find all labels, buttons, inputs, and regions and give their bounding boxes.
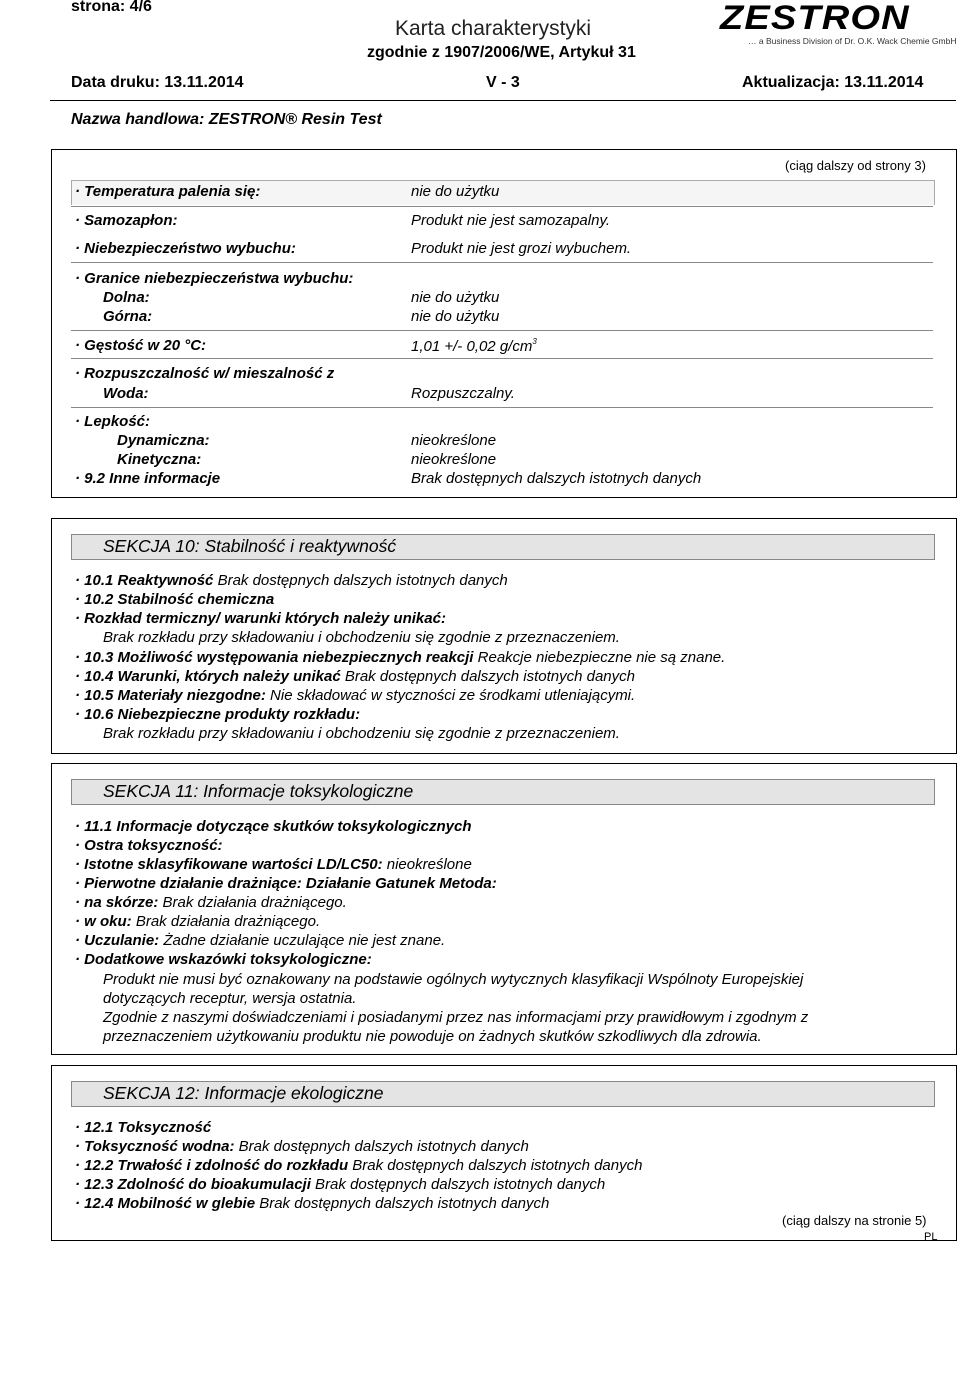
zestron-logo: ZESTRON … a Business Division of Dr. O.K. Wack Chemie GmbH	[720, 0, 957, 46]
self-ignition-row: · Samozapłon:	[75, 212, 178, 229]
s11-line: · na skórze: Brak działania drażniącego.	[75, 894, 347, 911]
s11-line: · 11.1 Informacje dotyczące skutków toksykologicznych	[75, 818, 472, 835]
s10-line: · 10.1 Reaktywność Brak dostępnych dalszych istotnych danych	[75, 572, 508, 589]
lower-limit-value: nie do użytku	[411, 289, 500, 306]
s11-line: Zgodnie z naszymi doświadczeniami i posiadanymi przez nas informacjami przy prawidłowym i zgodnym z	[103, 1009, 809, 1026]
solubility-value: Rozpuszczalny.	[411, 385, 515, 402]
page-number: strona: 4/6	[71, 0, 152, 15]
viscosity-row: · Lepkość:	[75, 413, 151, 430]
s11-line: Produkt nie musi być oznakowany na podstawie ogólnych wytycznych klasyfikacji Wspólnoty Europejskiej	[103, 971, 804, 988]
s11-line: · w oku: Brak działania drażniącego.	[75, 913, 321, 930]
row-divider	[71, 407, 933, 408]
lower-limit-label: Dolna:	[103, 289, 150, 306]
s12-line: · 12.4 Mobilność w glebie Brak dostępnych dalszych istotnych danych	[75, 1195, 550, 1212]
explosion-limits-row: · Granice niebezpieczeństwa wybuchu:	[75, 270, 354, 287]
s11-line: · Istotne sklasyfikowane wartości LD/LC50: nieokreślone	[75, 856, 472, 873]
solubility-row: · Rozpuszczalność w/ mieszalność z	[75, 365, 335, 382]
row-divider	[71, 206, 933, 207]
document-title: Karta charakterystyki	[395, 17, 592, 40]
continued-to: (ciąg dalszy na stronie 5)	[782, 1213, 927, 1228]
self-ignition-value: Produkt nie jest samozapalny.	[411, 212, 610, 229]
other-info-row: · 9.2 Inne informacje	[75, 470, 221, 487]
viscosity-kinematic-label: Kinetyczna:	[117, 451, 202, 468]
s12-line: · 12.1 Toksyczność	[75, 1119, 212, 1136]
s11-line: · Uczulanie: Żadne działanie uczulające nie jest znane.	[75, 932, 446, 949]
trade-name: Nazwa handlowa: ZESTRON® Resin Test	[71, 111, 382, 128]
row-divider	[71, 262, 933, 263]
s10-line: · 10.3 Możliwość występowania niebezpiecznych reakcji Reakcje niebezpieczne nie są znane.	[75, 649, 726, 666]
continued-from: (ciąg dalszy od strony 3)	[785, 158, 926, 173]
explosion-danger-value: Produkt nie jest grozi wybuchem.	[411, 240, 632, 257]
section-10-title-bar	[71, 534, 935, 560]
s10-line: Brak rozkładu przy składowaniu i obchodzeniu się zgodnie z przeznaczeniem.	[103, 725, 620, 742]
header-divider	[50, 100, 956, 101]
density-value: 1,01 +/- 0,02 $g/cm^3$	[411, 337, 537, 355]
upper-limit-value: nie do użytku	[411, 308, 500, 325]
s12-line: · 12.2 Trwałość i zdolność do rozkładu Brak dostępnych dalszych istotnych danych	[75, 1157, 643, 1174]
print-date: Data druku: 13.11.2014	[71, 74, 244, 91]
version: V - 3	[486, 74, 520, 91]
viscosity-dynamic-label: Dynamiczna:	[117, 432, 210, 449]
row-divider	[71, 330, 933, 331]
s10-line: · 10.2 Stabilność chemiczna	[75, 591, 275, 608]
update-date: Aktualizacja: 13.11.2014	[742, 74, 924, 91]
viscosity-dynamic-value: nieokreślone	[411, 432, 497, 449]
explosion-danger-row: · Niebezpieczeństwo wybuchu:	[75, 240, 296, 257]
ignition-temp-row: · Temperatura palenia się:	[75, 183, 261, 200]
section-11-title: SEKCJA 11: Informacje toksykologiczne	[103, 781, 414, 801]
solubility-water-label: Woda:	[103, 385, 149, 402]
s11-line: · Ostra toksyczność:	[75, 837, 223, 854]
density-row: · Gęstość w 20 °C:	[75, 337, 207, 354]
section-12-title: SEKCJA 12: Informacje ekologiczne	[103, 1083, 384, 1103]
s10-line: · 10.4 Warunki, których należy unikać Brak dostępnych dalszych istotnych danych	[75, 668, 635, 685]
s10-line: · Rozkład termiczny/ warunki których należy unikać:	[75, 610, 446, 627]
upper-limit-label: Górna:	[103, 308, 153, 325]
s12-line: · 12.3 Zdolność do bioakumulacji Brak dostępnych dalszych istotnych danych	[75, 1176, 606, 1193]
ignition-temp-value: nie do użytku	[411, 183, 500, 200]
language-code: PL	[924, 1231, 938, 1243]
s12-line: · Toksyczność wodna: Brak dostępnych dalszych istotnych danych	[75, 1138, 529, 1155]
section-10-title: SEKCJA 10: Stabilność i reaktywność	[103, 536, 397, 556]
viscosity-kinematic-value: nieokreślone	[411, 451, 497, 468]
s11-line: dotyczących receptur, wersja ostatnia.	[103, 990, 357, 1007]
s11-line: przeznaczeniem użytkowaniu produktu nie powoduje on żadnych skutków szkodliwych dla zdrowia.	[103, 1028, 762, 1045]
s11-line: · Pierwotne działanie drażniące: Działanie Gatunek Metoda:	[75, 875, 497, 892]
section-12-title-bar	[71, 1081, 935, 1107]
s10-line: · 10.5 Materiały niezgodne: Nie składować w styczności ze środkami utleniającymi.	[75, 687, 636, 704]
section-11-title-bar	[71, 779, 935, 805]
row-divider	[71, 358, 933, 359]
regulation-ref: zgodnie z 1907/2006/WE, Artykuł 31	[367, 44, 636, 61]
s10-line: Brak rozkładu przy składowaniu i obchodzeniu się zgodnie z przeznaczeniem.	[103, 629, 620, 646]
other-info-value: Brak dostępnych dalszych istotnych danych	[411, 470, 702, 487]
s10-line: · 10.6 Niebezpieczne produkty rozkładu:	[75, 706, 361, 723]
s11-line: · Dodatkowe wskazówki toksykologiczne:	[75, 951, 372, 968]
